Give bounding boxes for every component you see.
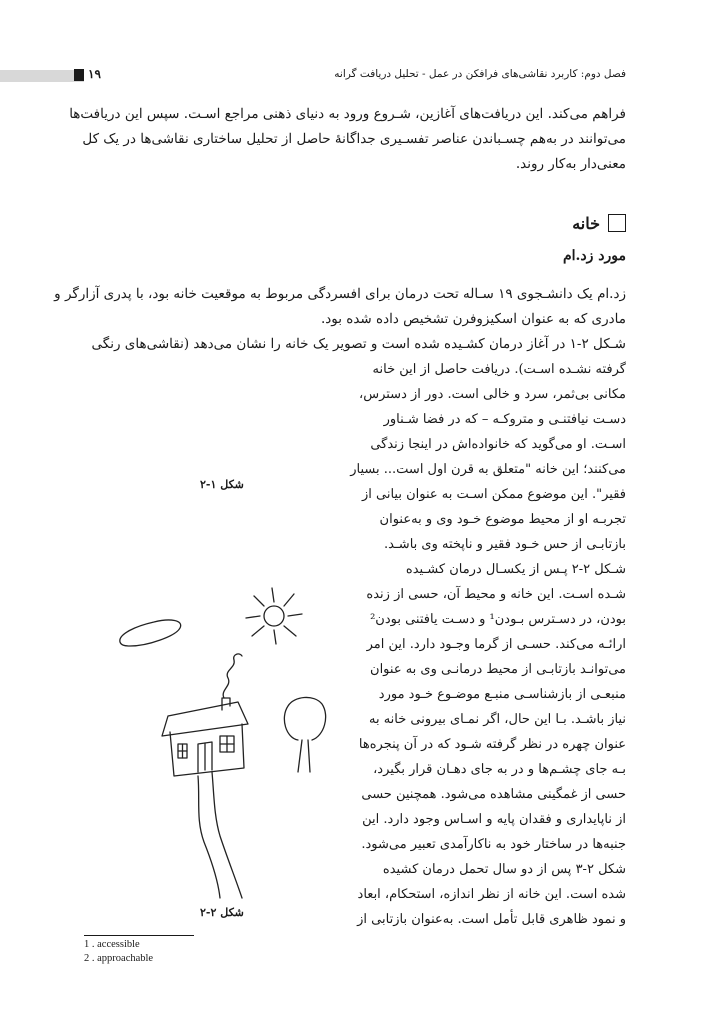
text-line: بـه جای چشـم‌ها و در به جای دهـان قرار بگیرد، bbox=[373, 762, 626, 777]
text-line: فقیر". این موضوع ممکن اسـت به عنوان بیانی از bbox=[362, 487, 626, 502]
footnote-rule bbox=[84, 935, 194, 936]
square-bullet-icon bbox=[608, 214, 626, 232]
footnotes bbox=[84, 938, 153, 966]
text-line: زد.ام یک دانشـجوی ۱۹ سـاله تحت درمان برای افسردگی مربوط به موقعیت خانه بود، با پدری آزارگر و bbox=[54, 286, 626, 302]
section-title: خانه bbox=[572, 213, 600, 233]
header-black-square bbox=[74, 69, 84, 81]
case-title: مورد زد.ام bbox=[562, 248, 626, 264]
text-line: شـکل ۲-۱ در آغاز درمان کشـیده شده است و تصویر یک خانه را نشان می‌دهد (نقاشی‌های رنگی bbox=[91, 336, 626, 352]
roof-drawing bbox=[162, 702, 248, 736]
footnote-1: 1 . accessible bbox=[84, 939, 140, 950]
path-drawing bbox=[198, 772, 242, 898]
text-line: می‌توانند در به‌هم چسـباندن عناصر تفسـیری جداگانهٔ حاصل از تحلیل ساختاری نقاشی‌ها در یک کل bbox=[82, 131, 626, 147]
tree-drawing bbox=[284, 697, 325, 772]
text-line: و نمود ظاهری قابل تأمل است. به‌عنوان بازتابی از bbox=[357, 912, 626, 927]
page-number: ۱۹ bbox=[88, 67, 101, 81]
case-paragraph bbox=[54, 282, 626, 357]
intro-paragraph bbox=[69, 102, 626, 177]
text-line: عنوان چهره در نظر گرفته شـود که در آن پنجره‌ها bbox=[358, 737, 626, 752]
text-line: منبعـی از بازشناسـی منبـع موضـوع خـود مورد bbox=[378, 687, 626, 702]
chapter-title: فصل دوم: کاربرد نقاشی‌های فرافکن در عمل - تحلیل دریافت گرانه bbox=[334, 68, 626, 80]
running-header bbox=[0, 66, 710, 86]
text-line: از ناپایداری و فقدان پایه و اسـاس وجود دارد. این bbox=[362, 812, 626, 827]
text-line: اسـت. او می‌گوید که خانواده‌اش در اینجا زندگی bbox=[370, 437, 626, 452]
sun-drawing bbox=[246, 588, 302, 644]
text-line: مکانی بی‌ثمر، سرد و خالی است. دور از دسترس، bbox=[359, 387, 626, 402]
text-line: تجربـه او از محیط موضوع خـود وی و به‌عنوان bbox=[379, 512, 626, 527]
text-line: حسی از غمگینی مشاهده می‌شود. همچنین حسی bbox=[361, 787, 626, 802]
text-line: بودن، در دسـترس بـودن¹ و دسـت یافتنی بودن² bbox=[370, 612, 626, 627]
footnote-2: 2 . approachable bbox=[84, 953, 154, 964]
header-gray-bar bbox=[0, 70, 84, 82]
figure-caption-2-1: شکل ۱-۲ bbox=[200, 478, 244, 491]
text-line: ارائـه می‌کند. حسـی از گرما وجـود دارد. این امر bbox=[366, 637, 626, 652]
text-line: نیاز باشـد. بـا این حال، اگر نمـای بیرونی خانه به bbox=[368, 712, 626, 727]
text-line: شـده اسـت. این خانه و محیط آن، حسی از زنده bbox=[366, 587, 626, 602]
text-line: جنبه‌ها در ساختار خود به ناکارآمدی تعبیر می‌شود. bbox=[361, 837, 626, 852]
text-line: می‌کنند؛ این خانه "متعلق به قرن اول است... بسیار bbox=[350, 462, 626, 477]
cloud-drawing bbox=[120, 620, 181, 646]
text-line: دسـت نیافتنـی و متروکـه – که در فضا شـناور bbox=[383, 412, 626, 427]
text-line: می‌توانـد بازتابـی از محیط درمانـی وی به عنوان bbox=[370, 662, 626, 677]
text-line: شده است. این خانه از نظر اندازه، استحکام، ابعاد bbox=[357, 887, 626, 902]
house-wall-drawing bbox=[170, 724, 244, 776]
text-line: مادری که به عنوان اسکیزوفرن تشخیص داده شده بود. bbox=[320, 311, 626, 327]
text-line: گرفته نشـده اسـت). دریافت حاصل از این خانه bbox=[372, 362, 626, 377]
text-line: شکل ۲-۳ پس از دو سال تحمل درمان کشیده bbox=[382, 862, 626, 877]
section-heading bbox=[572, 210, 626, 236]
text-line: بازتابـی از حس خـود فقیر و ناپخته وی باشـد. bbox=[384, 537, 626, 552]
column-text bbox=[350, 357, 626, 932]
smoke-drawing bbox=[223, 654, 242, 698]
text-line: شـکل ۲-۲ پـس از یکسـال درمان کشـیده bbox=[405, 562, 626, 577]
house-drawing-figure bbox=[108, 580, 348, 900]
text-line: فراهم می‌کند. این دریافت‌های آغازین، شـروع ورود به دنیای ذهنی مراجع اسـت. سپس این دریافت‌ها bbox=[69, 106, 626, 122]
figure-caption-2-2: شکل ۲-۲ bbox=[200, 906, 244, 919]
text-line: معنی‌دار به‌کار روند. bbox=[515, 156, 626, 172]
